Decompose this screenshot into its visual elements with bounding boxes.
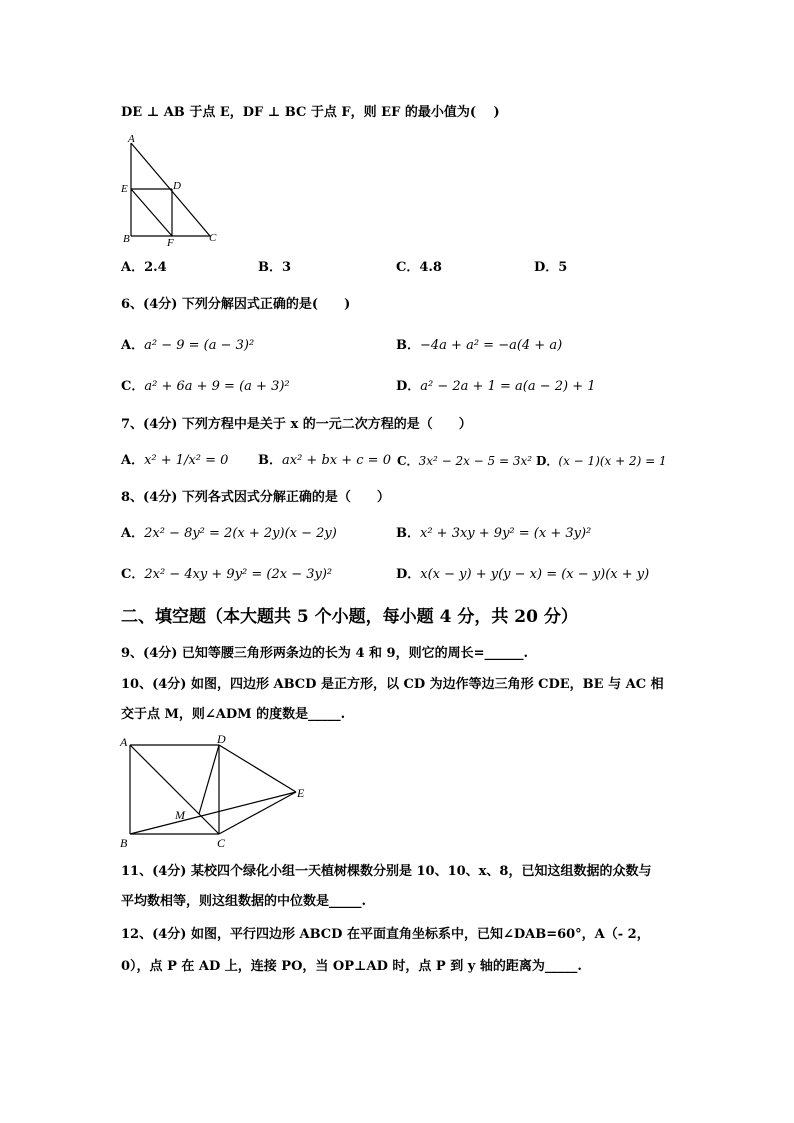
q11-stem-line2: 平均数相等，则这组数据的中位数是_____. (121, 894, 367, 909)
q5-label-a: A (128, 133, 135, 145)
q5-option-b[interactable]: B．3 (258, 260, 292, 275)
q5-figure (112, 132, 227, 248)
q10-segment-ce (219, 792, 296, 834)
q10-label-b: B (120, 836, 128, 850)
q10-stem-line2: 交于点 M，则∠ADM 的度数是_____. (121, 707, 346, 722)
q10-label-d: D (217, 732, 226, 746)
q10-label-c: C (217, 836, 226, 850)
q7-option-c[interactable]: C．3x² − 2x − 5 = 3x² (397, 454, 533, 468)
section-heading-fill-in: 二、填空题（本大题共 5 个小题，每小题 4 分，共 20 分） (121, 607, 578, 627)
q6-stem: 6、(4分) 下列分解因式正确的是( ) (121, 297, 351, 312)
q7-option-b[interactable]: B．ax² + bx + c = 0 (258, 453, 391, 468)
q8-option-d[interactable]: D．x(x − y) + y(y − x) = (x − y)(x + y) (396, 567, 650, 582)
q10-label-m: M (175, 808, 185, 822)
q8-stem: 8、(4分) 下列各式因式分解正确的是（ ） (121, 490, 390, 505)
q10-label-e: E (297, 786, 305, 800)
q5-label-b: B (123, 233, 130, 245)
q12-stem-line1: 12、(4分) 如图，平行四边形 ABCD 在平面直角坐标系中，已知∠DAB=60°，A（- 2， (121, 927, 650, 942)
q10-stem-line1: 10、(4分) 如图，四边形 ABCD 是正方形，以 CD 为边作等边三角形 CDE，BE 与 AC 相 (121, 677, 664, 692)
q7-stem: 7、(4分) 下列方程中是关于 x 的一元二次方程的是（ ） (121, 417, 472, 432)
q5-label-f: F (167, 237, 174, 248)
q6-option-b[interactable]: B．−4a + a² = −a(4 + a) (396, 338, 563, 353)
q5-option-a[interactable]: A．2.4 (121, 260, 167, 275)
q8-option-c[interactable]: C．2x² − 4xy + 9y² = (2x − 3y)² (121, 567, 333, 582)
q6-option-d[interactable]: D．a² − 2a + 1 = a(a − 2) + 1 (396, 379, 596, 394)
q5-segment-ef (131, 189, 172, 236)
q8-option-b[interactable]: B．x² + 3xy + 9y² = (x + 3y)² (396, 526, 592, 541)
q6-option-c[interactable]: C．a² + 6a + 9 = (a + 3)² (121, 379, 290, 394)
q10-label-a: A (120, 735, 128, 749)
q5-option-c[interactable]: C．4.8 (396, 260, 442, 275)
q5-label-e: E (121, 183, 128, 195)
q5-label-d: D (173, 180, 181, 192)
q5-stem: DE ⊥ AB 于点 E，DF ⊥ BC 于点 F，则 EF 的最小值为( ) (121, 105, 500, 120)
q7-option-a[interactable]: A．x² + 1/x² = 0 (121, 453, 229, 468)
q5-option-d[interactable]: D．5 (534, 260, 568, 275)
q9-stem: 9、(4分) 已知等腰三角形两条边的长为 4 和 9，则它的周长=______. (121, 646, 529, 661)
q5-label-c: C (209, 232, 217, 244)
q8-option-a[interactable]: A．2x² − 8y² = 2(x + 2y)(x − 2y) (121, 526, 337, 541)
q10-segment-de (219, 745, 296, 792)
q10-segment-dm (199, 745, 219, 814)
q12-stem-line2: 0），点 P 在 AD 上，连接 PO，当 OP⊥AD 时，点 P 到 y 轴的距离为_____. (121, 959, 582, 974)
q6-option-a[interactable]: A．a² − 9 = (a − 3)² (121, 338, 255, 353)
q11-stem-line1: 11、(4分) 某校四个绿化小组一天植树棵数分别是 10、10、x、8，已知这组数据的众数与 (121, 864, 652, 879)
q10-figure (115, 730, 315, 852)
q7-option-d[interactable]: D．(x − 1)(x + 2) = 1 (536, 454, 667, 468)
